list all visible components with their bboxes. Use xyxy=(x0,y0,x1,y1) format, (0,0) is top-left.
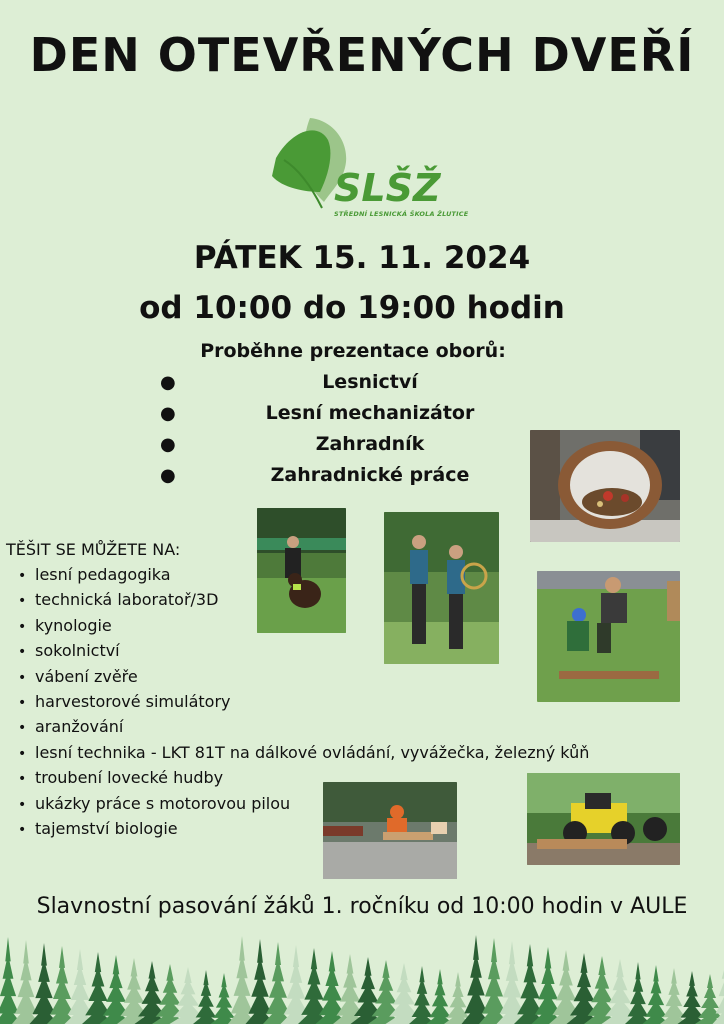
photo-wreath xyxy=(530,430,680,542)
bullet-icon: • xyxy=(18,593,27,610)
list-item: • troubení lovecké hudby xyxy=(18,765,589,790)
list-item: ● Lesní mechanizátor xyxy=(150,398,550,429)
programs-list xyxy=(150,367,550,491)
programs-heading: Proběhne prezentace oborů: xyxy=(200,340,506,362)
page-title: DEN OTEVŘENÝCH DVEŘÍ xyxy=(29,28,695,82)
bullet-icon: ● xyxy=(160,465,176,486)
bullet-icon: • xyxy=(18,745,27,762)
bullet-icon: • xyxy=(18,618,27,635)
bullet-icon: • xyxy=(18,694,27,711)
bullet-icon: • xyxy=(18,644,27,661)
list-item: ● Lesnictví xyxy=(150,367,550,398)
activities-heading: TĚŠIT SE MŮŽETE NA: xyxy=(6,540,181,559)
bullet-icon: ● xyxy=(160,403,176,424)
list-item: • ukázky práce s motorovou pilou xyxy=(18,791,589,816)
logo-subtitle: STŘEDNÍ LESNICKÁ ŠKOLA ŽLUTICE xyxy=(334,210,469,218)
bullet-icon: • xyxy=(18,771,27,788)
tree-icon xyxy=(211,973,238,1024)
tree-icon xyxy=(444,972,472,1024)
list-item: • aranžování xyxy=(18,714,589,739)
event-date: PÁTEK 15. 11. 2024 xyxy=(193,240,531,276)
activities-list xyxy=(18,562,589,841)
list-item: ● Zahradnické práce xyxy=(150,460,550,491)
bullet-icon: • xyxy=(18,669,27,686)
tree-border xyxy=(0,930,724,1024)
list-item: • technická laboratoř/3D xyxy=(18,587,589,612)
list-item: • harvestorové simulátory xyxy=(18,689,589,714)
event-hours: od 10:00 do 19:00 hodin xyxy=(139,290,565,326)
list-item: • tajemství biologie xyxy=(18,816,589,841)
bullet-icon: • xyxy=(18,720,27,737)
list-item: • vábení zvěře xyxy=(18,664,589,689)
list-item: • lesní technika - LKT 81T na dálkové ovládání, vyvážečka, železný kůň xyxy=(18,740,589,765)
bullet-icon: • xyxy=(18,796,27,813)
logo-name: SLŠŽ xyxy=(334,166,441,210)
list-item: • kynologie xyxy=(18,613,589,638)
bullet-icon: ● xyxy=(160,434,176,455)
list-item: • lesní pedagogika xyxy=(18,562,589,587)
bullet-icon: • xyxy=(18,821,27,838)
list-item: ● Zahradník xyxy=(150,429,550,460)
footer-note: Slavnostní pasování žáků 1. ročníku od 10:00 hodin v AULE xyxy=(36,894,688,919)
bullet-icon: ● xyxy=(160,372,176,393)
bullet-icon: • xyxy=(18,568,27,584)
list-item: • sokolnictví xyxy=(18,638,589,663)
